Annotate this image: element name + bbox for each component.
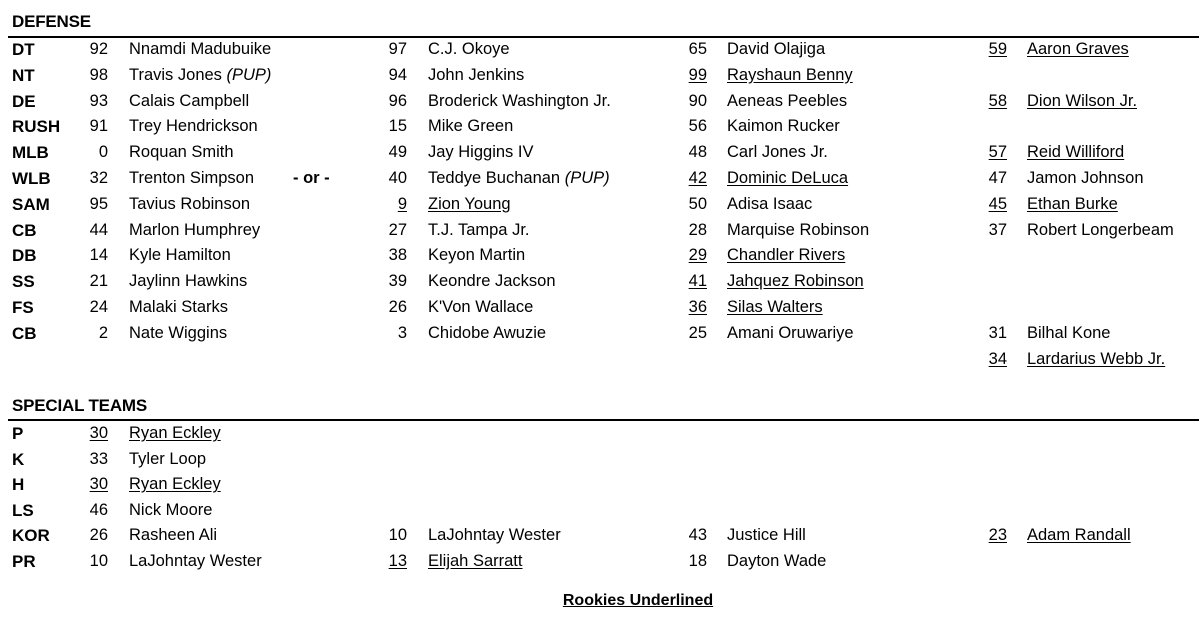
depth-row [0,221,1199,245]
player-name-text: Trey Hendrickson [129,117,258,136]
player-name-text: Adam Randall [1027,526,1131,544]
player-name-text: Travis Jones [129,65,222,84]
jersey-number: 48 [688,143,707,162]
player-name [727,246,845,265]
player-name [129,117,258,136]
jersey-number: 28 [688,220,707,239]
jersey-number: 29 [688,246,707,265]
player-name [727,526,806,545]
position-label: P [12,424,24,443]
player-name [727,92,847,111]
player-name-text: Teddye Buchanan [428,169,561,187]
jersey-number: 32 [89,169,108,187]
player-name [129,475,221,494]
jersey-number: 37 [988,220,1007,239]
jersey-number: 90 [688,91,707,110]
position-label: K [12,449,25,469]
jersey-number: 99 [688,65,707,84]
player-name-text: T.J. Tampa Jr. [428,220,530,239]
player-status-note: (PUP) [560,169,610,187]
jersey-number: 2 [98,323,108,342]
jersey-number: 59 [988,40,1007,58]
jersey-number: 95 [89,194,108,213]
player-name [1027,143,1124,162]
jersey-number: 39 [388,272,407,291]
player-name-text: Tyler Loop [129,449,207,468]
player-name [428,298,533,317]
player-name [129,272,247,291]
depth-row [0,92,1199,116]
player-name [428,169,610,188]
jersey-number: 92 [89,40,108,58]
player-name-text: Zion Young [428,194,511,213]
jersey-number: 30 [89,475,108,493]
player-name [129,221,260,240]
position-label: H [12,475,25,494]
player-name [129,324,227,343]
player-name [727,117,840,136]
jersey-number: 24 [89,298,108,316]
jersey-number: 58 [988,91,1007,110]
jersey-number: 93 [89,91,108,110]
jersey-number: 44 [89,220,108,239]
player-name-text: Jahquez Robinson [727,272,864,291]
jersey-number: 47 [988,169,1007,187]
player-name-text: LaJohntay Wester [129,551,262,570]
player-name [129,143,234,162]
player-name [1027,221,1174,240]
depth-row [0,552,1199,576]
player-name-text: Chandler Rivers [727,246,846,265]
player-name [727,40,825,59]
depth-row [0,169,1199,193]
player-name [1027,40,1129,59]
jersey-number: 91 [89,117,108,136]
jersey-number: 42 [688,169,707,187]
player-name [428,552,522,571]
player-name-text: Ryan Eckley [129,475,221,493]
player-name-text: Malaki Starks [129,298,229,316]
jersey-number: 10 [388,526,407,544]
player-name-text: LaJohntay Wester [428,526,561,544]
jersey-number: 43 [688,526,707,544]
player-name-text: Jamon Johnson [1027,169,1144,187]
player-name-text: Nate Wiggins [129,323,228,342]
player-name-text: Jay Higgins IV [428,143,534,162]
jersey-number: 30 [89,424,108,442]
position-label: SS [12,272,35,292]
player-name-text: Ryan Eckley [129,424,221,442]
position-label: SAM [12,194,50,214]
depth-row [0,117,1199,141]
jersey-number: 46 [89,500,108,519]
jersey-number: 23 [988,526,1007,544]
player-name [129,424,221,443]
jersey-number: 9 [397,194,407,213]
player-name-text: Dominic DeLuca [727,169,849,187]
rookies-underlined-note: Rookies Underlined [562,592,714,609]
player-name-text: Jaylinn Hawkins [129,272,248,291]
player-name [129,169,254,188]
player-name-text: Keondre Jackson [428,272,556,291]
jersey-number: 41 [688,272,707,291]
depth-row [0,350,1199,374]
jersey-number: 3 [397,323,407,342]
special-teams-section-title: SPECIAL TEAMS [12,396,147,415]
player-name-text: Amani Oruwariye [727,323,854,342]
player-name [129,526,217,545]
depth-row [0,324,1199,348]
player-name-text: Tavius Robinson [129,194,251,213]
depth-row [0,195,1199,219]
player-name [1027,169,1144,188]
player-name-text: Roquan Smith [129,143,234,162]
player-name [727,272,864,291]
player-name [428,246,525,265]
player-name-text: John Jenkins [428,65,525,84]
jersey-number: 56 [688,117,707,136]
jersey-number: 27 [388,220,407,239]
player-name [129,66,271,85]
player-name [428,143,533,162]
special-teams-rule [8,419,1199,421]
position-label: RUSH [12,117,61,137]
jersey-number: 49 [388,143,407,162]
player-name-text: Dion Wilson Jr. [1027,91,1138,110]
player-name [129,195,250,214]
player-name [727,66,853,85]
player-name [428,324,546,343]
jersey-number: 13 [388,551,407,570]
position-label: MLB [12,143,49,163]
jersey-number: 18 [688,551,707,570]
position-label: LS [12,500,34,520]
depth-row [0,272,1199,296]
jersey-number: 45 [988,194,1007,213]
jersey-number: 38 [388,246,407,265]
player-name-text: Nnamdi Madubuike [129,40,272,58]
depth-row [0,450,1199,474]
player-name [727,221,869,240]
player-name [727,324,854,343]
player-name-text: Silas Walters [727,298,823,316]
player-name [428,195,511,214]
player-name-text: Reid Williford [1027,143,1125,162]
jersey-number: 25 [688,323,707,342]
player-name-text: Bilhal Kone [1027,323,1111,342]
player-name-text: Trenton Simpson [129,169,255,187]
player-name-text: Rasheen Ali [129,526,218,544]
player-name-text: Robert Longerbeam [1027,220,1174,239]
player-name [1027,324,1110,343]
player-name-text: Rayshaun Benny [727,65,853,84]
player-name [129,92,249,111]
player-name-text: Mike Green [428,117,514,136]
depth-row [0,298,1199,322]
player-name-text: Chidobe Awuzie [428,323,547,342]
player-name [129,450,206,469]
player-name-text: K'Von Wallace [428,298,534,316]
player-name [727,298,823,317]
jersey-number: 10 [89,551,108,570]
player-name [727,195,812,214]
defense-section-title: DEFENSE [12,12,91,31]
depth-row [0,424,1199,448]
player-name [1027,195,1118,214]
player-name [129,552,262,571]
player-name-text: Carl Jones Jr. [727,143,828,162]
depth-row [0,246,1199,270]
player-name-text: Kaimon Rucker [727,117,840,136]
player-name-text: David Olajiga [727,40,826,58]
player-name-text: Justice Hill [727,526,806,544]
jersey-number: 94 [388,65,407,84]
jersey-number: 40 [388,169,407,187]
player-name-text: Adisa Isaac [727,194,813,213]
jersey-number: 34 [988,349,1007,368]
player-name-text: Nick Moore [129,500,213,519]
depth-row [0,475,1199,499]
player-name-text: Elijah Sarratt [428,551,523,570]
player-name [428,92,611,111]
position-label: CB [12,220,37,240]
depth-row [0,526,1199,550]
position-label: DE [12,91,36,111]
player-name [428,526,561,545]
position-label: FS [12,298,34,317]
jersey-number: 50 [688,194,707,213]
jersey-number: 36 [688,298,707,316]
player-name-text: Marquise Robinson [727,220,870,239]
jersey-number: 26 [89,526,108,544]
jersey-number: 21 [89,272,108,291]
player-name-text: Dayton Wade [727,551,827,570]
player-name-text: Calais Campbell [129,91,250,110]
player-name-text: Lardarius Webb Jr. [1027,349,1166,368]
depth-row [0,143,1199,167]
player-name [428,221,529,240]
player-name-text: Aeneas Peebles [727,91,848,110]
player-status-note: (PUP) [221,65,272,84]
position-label: CB [12,323,37,343]
player-name [428,66,524,85]
player-name-text: Keyon Martin [428,246,526,265]
jersey-number: 14 [89,246,108,265]
or-separator: - or - [293,169,330,187]
player-name [727,143,828,162]
position-label: DT [12,40,35,59]
jersey-number: 0 [98,143,108,162]
player-name [1027,526,1131,545]
player-name-text: Ethan Burke [1027,194,1118,213]
position-label: KOR [12,526,50,545]
jersey-number: 26 [388,298,407,316]
player-name [1027,350,1165,369]
jersey-number: 96 [388,91,407,110]
depth-row [0,501,1199,525]
player-name [727,552,826,571]
jersey-number: 31 [988,323,1007,342]
player-name [129,501,212,520]
player-name-text: Broderick Washington Jr. [428,91,611,110]
jersey-number: 33 [89,449,108,468]
position-label: DB [12,246,37,266]
player-name [727,169,848,188]
player-name [428,117,513,136]
player-name [428,272,556,291]
player-name [129,298,228,317]
player-name [129,40,271,59]
player-name [428,40,510,59]
player-name-text: Kyle Hamilton [129,246,231,265]
depth-row [0,40,1199,64]
player-name-text: Marlon Humphrey [129,220,261,239]
jersey-number: 57 [988,143,1007,162]
player-name [1027,92,1137,111]
jersey-number: 97 [388,40,407,58]
position-label: WLB [12,169,51,188]
position-label: PR [12,551,36,571]
jersey-number: 65 [688,40,707,58]
defense-rule [8,36,1199,38]
player-name [129,246,231,265]
player-name-text: Aaron Graves [1027,40,1129,58]
player-name-text: C.J. Okoye [428,40,510,58]
depth-row [0,66,1199,90]
jersey-number: 15 [388,117,407,136]
position-label: NT [12,65,35,85]
jersey-number: 98 [89,65,108,84]
